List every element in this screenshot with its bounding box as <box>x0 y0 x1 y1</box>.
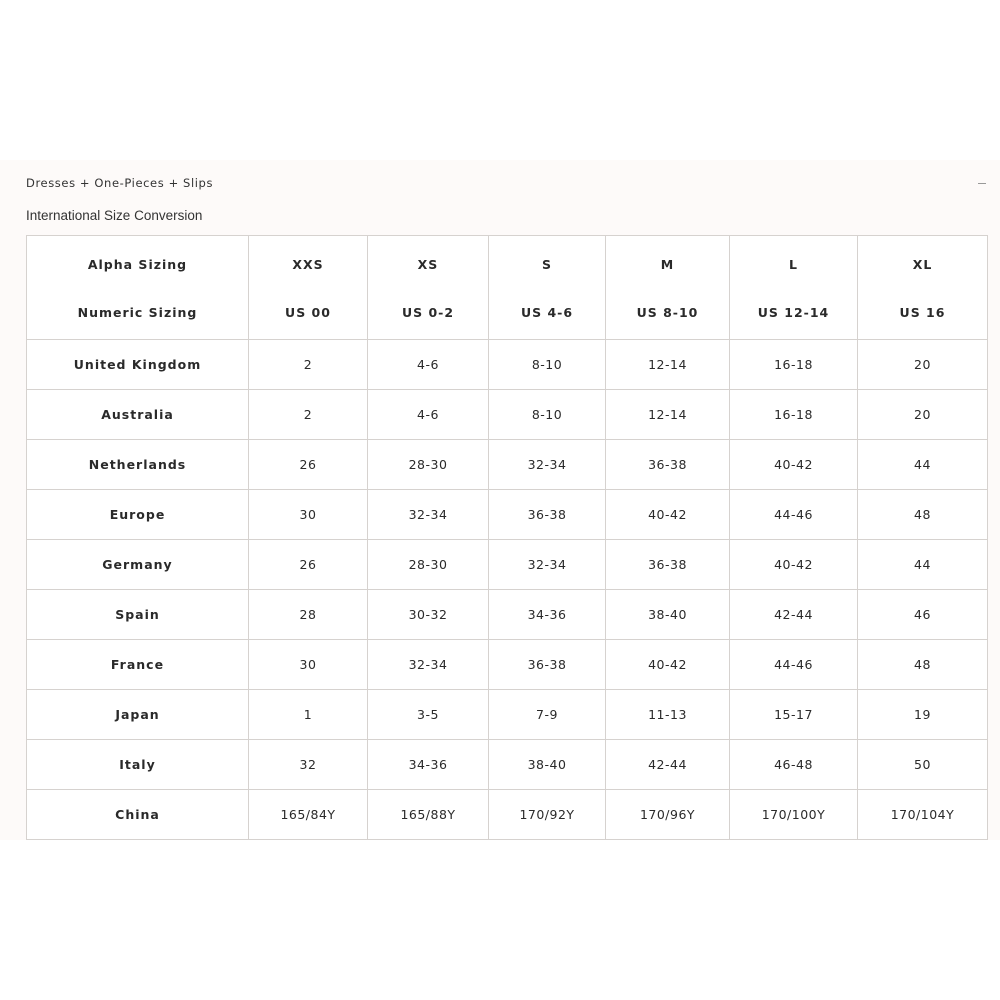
table-cell: 8-10 <box>489 390 606 440</box>
table-cell: 40-42 <box>730 440 858 490</box>
row-label: Netherlands <box>27 440 249 490</box>
table-row <box>27 640 988 690</box>
table-cell: 34-36 <box>368 740 489 790</box>
table-row <box>27 490 988 540</box>
table-row <box>27 440 988 490</box>
row-label: Spain <box>27 590 249 640</box>
table-cell: XS <box>368 236 489 289</box>
accordion-title[interactable]: Dresses + One-Pieces + Slips <box>26 176 214 190</box>
table-cell: 170/100Y <box>730 790 858 840</box>
table-cell: 28 <box>249 590 368 640</box>
row-label: France <box>27 640 249 690</box>
table-row <box>27 790 988 840</box>
alpha-sizing-row <box>27 236 988 289</box>
table-cell: 7-9 <box>489 690 606 740</box>
row-label: China <box>27 790 249 840</box>
table-cell: 16-18 <box>730 340 858 390</box>
table-cell: 32 <box>249 740 368 790</box>
table-cell: 48 <box>858 490 988 540</box>
table-cell: 12-14 <box>606 340 730 390</box>
table-cell: 34-36 <box>489 590 606 640</box>
row-label: Numeric Sizing <box>27 288 249 340</box>
table-cell: L <box>730 236 858 289</box>
table-cell: 44 <box>858 440 988 490</box>
table-cell: 40-42 <box>606 640 730 690</box>
table-cell: 50 <box>858 740 988 790</box>
table-cell: 170/104Y <box>858 790 988 840</box>
row-label: United Kingdom <box>27 340 249 390</box>
table-cell: US 12-14 <box>730 288 858 340</box>
accordion-header[interactable] <box>26 176 990 192</box>
row-label: Italy <box>27 740 249 790</box>
table-cell: 170/96Y <box>606 790 730 840</box>
table-row <box>27 740 988 790</box>
table-cell: US 8-10 <box>606 288 730 340</box>
table-cell: 44 <box>858 540 988 590</box>
table-cell: XL <box>858 236 988 289</box>
table-cell: 32-34 <box>489 440 606 490</box>
table-cell: 42-44 <box>606 740 730 790</box>
row-label: Australia <box>27 390 249 440</box>
row-label: Japan <box>27 690 249 740</box>
table-cell: 19 <box>858 690 988 740</box>
table-cell: 36-38 <box>489 640 606 690</box>
table-cell: 2 <box>249 340 368 390</box>
row-label: Alpha Sizing <box>27 236 249 289</box>
table-cell: 30-32 <box>368 590 489 640</box>
table-cell: M <box>606 236 730 289</box>
table-cell: 30 <box>249 490 368 540</box>
table-cell: 2 <box>249 390 368 440</box>
table-cell: 12-14 <box>606 390 730 440</box>
size-guide-panel <box>0 160 1000 840</box>
table-cell: 32-34 <box>489 540 606 590</box>
table-cell: 46-48 <box>730 740 858 790</box>
table-cell: 8-10 <box>489 340 606 390</box>
table-cell: US 00 <box>249 288 368 340</box>
table-cell: 16-18 <box>730 390 858 440</box>
table-cell: 32-34 <box>368 640 489 690</box>
size-conversion-table <box>26 235 988 840</box>
row-label: Europe <box>27 490 249 540</box>
table-cell: 38-40 <box>489 740 606 790</box>
table-cell: XXS <box>249 236 368 289</box>
table-cell: 11-13 <box>606 690 730 740</box>
table-cell: 20 <box>858 340 988 390</box>
table-cell: 36-38 <box>489 490 606 540</box>
table-cell: 46 <box>858 590 988 640</box>
table-cell: 28-30 <box>368 540 489 590</box>
table-row <box>27 540 988 590</box>
table-cell: 30 <box>249 640 368 690</box>
table-cell: 32-34 <box>368 490 489 540</box>
table-cell: 20 <box>858 390 988 440</box>
table-cell: 4-6 <box>368 390 489 440</box>
table-cell: 1 <box>249 690 368 740</box>
table-cell: US 4-6 <box>489 288 606 340</box>
table-cell: 38-40 <box>606 590 730 640</box>
row-label: Germany <box>27 540 249 590</box>
table-cell: 44-46 <box>730 640 858 690</box>
table-cell: 36-38 <box>606 540 730 590</box>
table-subtitle: International Size Conversion <box>26 208 203 223</box>
table-cell: 40-42 <box>730 540 858 590</box>
numeric-sizing-row <box>27 288 988 340</box>
table-row <box>27 340 988 390</box>
table-cell: 26 <box>249 440 368 490</box>
table-cell: 44-46 <box>730 490 858 540</box>
table-cell: 170/92Y <box>489 790 606 840</box>
table-cell: US 16 <box>858 288 988 340</box>
table-cell: 48 <box>858 640 988 690</box>
table-cell: 42-44 <box>730 590 858 640</box>
table-cell: 26 <box>249 540 368 590</box>
table-cell: 4-6 <box>368 340 489 390</box>
table-cell: 165/84Y <box>249 790 368 840</box>
table-cell: 3-5 <box>368 690 489 740</box>
table-cell: 36-38 <box>606 440 730 490</box>
table-row <box>27 590 988 640</box>
table-cell: 40-42 <box>606 490 730 540</box>
minus-icon[interactable] <box>978 183 986 184</box>
table-cell: 28-30 <box>368 440 489 490</box>
table-cell: 15-17 <box>730 690 858 740</box>
table-cell: 165/88Y <box>368 790 489 840</box>
table-row <box>27 690 988 740</box>
table-row <box>27 390 988 440</box>
table-cell: S <box>489 236 606 289</box>
table-cell: US 0-2 <box>368 288 489 340</box>
